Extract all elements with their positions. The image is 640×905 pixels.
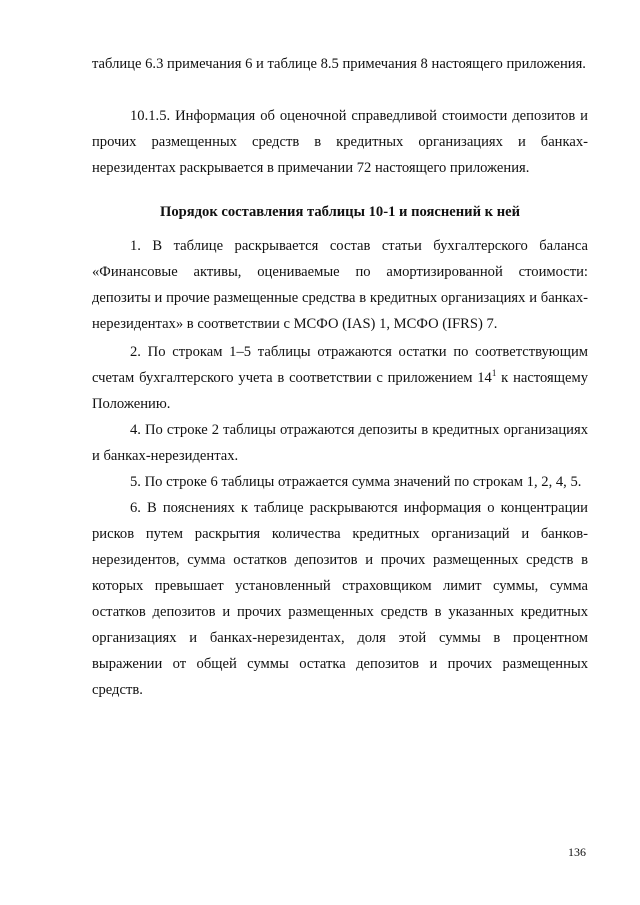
paragraph-item-6: 6. В пояснениях к таблице раскрываются информация о концентрации рисков путем раскрытия количества кредитных организаций и банков-нерезидентов, сумма остатков депозитов и прочих размещенных средств в которых превышает установленный страховщиком лимит суммы, сумма остатков депозитов и прочих размещенных средств в указанных кредитных организациях и банках-нерезидентах, доля этой суммы в процентном выражении от общей суммы остатка депозитов и прочих размещенных средств. bbox=[92, 500, 588, 698]
footnote-superscript: 1 bbox=[491, 368, 497, 378]
page-number: 136 bbox=[568, 845, 586, 859]
paragraph-10-1-5: 10.1.5. Информация об оценочной справедливой стоимости депозитов и прочих размещенных средств в кредитных организациях и банках-нерезидентах раскрывается в примечании 72 настоящего приложения. bbox=[92, 108, 588, 176]
paragraph-item-2-text: 2. По строкам 1–5 таблицы отражаются остатки по соответствующим счетам бухгалтерского учета в соответствии с приложением 14 bbox=[92, 344, 588, 386]
paragraph-item-1: 1. В таблице раскрывается состав статьи бухгалтерского баланса «Финансовые активы, оцениваемые по амортизированной стоимости: депозиты и прочие размещенные средства в кредитных организациях и банках-нерезидентах» в соответствии с МСФО (IAS) 1, МСФО (IFRS) 7. bbox=[92, 238, 588, 332]
paragraph-continuation: таблице 6.3 примечания 6 и таблице 8.5 примечания 8 настоящего приложения. bbox=[92, 56, 586, 72]
section-heading: Порядок составления таблицы 10-1 и пояснений к ней bbox=[160, 204, 520, 220]
paragraph-item-5: 5. По строке 6 таблицы отражается сумма значений по строкам 1, 2, 4, 5. bbox=[130, 474, 582, 490]
paragraph-item-4: 4. По строке 2 таблицы отражаются депозиты в кредитных организациях и банках-нерезидентах. bbox=[92, 422, 588, 464]
paragraph-item-2-tail: к настоящему Положению. bbox=[92, 370, 588, 412]
paragraph-item-2 bbox=[92, 339, 588, 417]
